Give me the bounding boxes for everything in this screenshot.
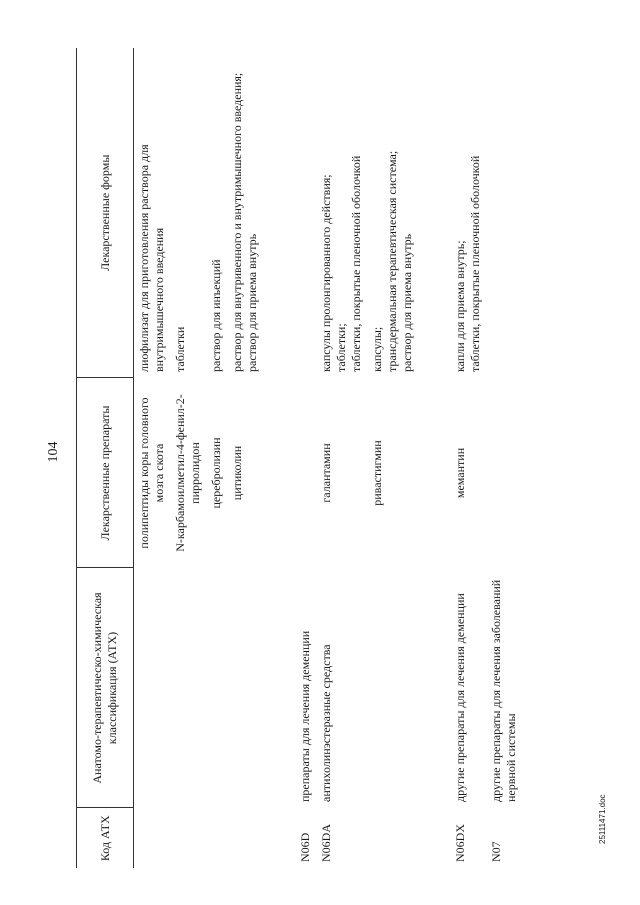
dosage-forms (486, 48, 522, 378)
dosage-form: капсулы; (370, 326, 384, 372)
drug-name: N-карбамоилметил-4-фенил-2-пирролидон (173, 394, 202, 552)
atc-name (134, 568, 171, 808)
dosage-form: раствор для внутривенного и внутримышечного введения; (230, 72, 244, 372)
document-footer: 25111471.doc (598, 794, 607, 844)
table-row (486, 48, 522, 868)
table-row (134, 48, 171, 868)
table-row (206, 48, 227, 868)
drug-name: мемантин (453, 447, 467, 499)
dosage-forms (316, 48, 367, 378)
drug-name: полипептиды коры головного мозга скота (137, 397, 166, 549)
atc-code: N07 (489, 841, 503, 862)
atc-name: препараты для лечения деменции (298, 630, 312, 802)
dosage-form: раствор для приема внутрь (400, 233, 414, 372)
dosage-form: раствор для инъекций (209, 259, 223, 372)
atc-code (170, 808, 206, 868)
table-row (316, 48, 367, 868)
dosage-form: трансдермальная терапевтическая система; (385, 150, 399, 372)
atc-code: N06D (298, 832, 312, 862)
dosage-form: таблетки; (334, 323, 348, 372)
table-row (295, 48, 316, 868)
row-spacer (418, 48, 450, 868)
drug-name: церебролизин (209, 437, 223, 509)
dosage-forms (227, 48, 263, 378)
table-row (450, 48, 486, 868)
table-body (134, 48, 523, 868)
header-atc: Анатомо-терапевтическо-химическая классификация (АТХ) (77, 568, 134, 808)
header-code: Код АТХ (77, 808, 134, 868)
table-header (77, 48, 134, 868)
page-number: 104 (46, 441, 61, 463)
atc-code: N06DX (453, 824, 467, 862)
atc-name: другие препараты для лечения заболеваний нервной системы (489, 579, 518, 802)
dosage-form: лиофилизат для приготовления раствора для внутримышечного введения (137, 144, 166, 372)
row-spacer (263, 48, 295, 868)
atc-name: другие препараты для лечения деменции (453, 593, 467, 802)
atc-code (227, 808, 263, 868)
table-row (227, 48, 263, 868)
atc-code: N06DA (319, 824, 333, 862)
atc-code (134, 808, 171, 868)
drug-name (295, 378, 316, 568)
dosage-forms (367, 48, 418, 378)
atc-code (206, 808, 227, 868)
dosage-form: таблетки (173, 326, 187, 372)
atc-name (367, 568, 418, 808)
drug-name: цитиколин (230, 445, 244, 501)
header-drugs: Лекарственные препараты (77, 378, 134, 568)
drug-name: ривастигмин (370, 440, 384, 506)
header-forms: Лекарственные формы (77, 48, 134, 378)
drug-name (486, 378, 522, 568)
dosage-form: капли для приема внутрь; (453, 240, 467, 372)
drug-name: галантамин (319, 443, 333, 503)
atc-name (227, 568, 263, 808)
table-row (170, 48, 206, 868)
atc-name: антихолинэстеразные средства (319, 644, 333, 802)
dosage-forms (170, 48, 206, 378)
dosage-forms (450, 48, 486, 378)
atc-name (206, 568, 227, 808)
table-row (367, 48, 418, 868)
atc-name (170, 568, 206, 808)
dosage-form: капсулы пролонгированного действия; (319, 174, 333, 372)
drug-table (76, 48, 522, 868)
rotated-page (40, 24, 602, 880)
atc-code (367, 808, 418, 868)
dosage-form: раствор для приема внутрь (245, 233, 259, 372)
dosage-form: таблетки, покрытые пленочной оболочкой (349, 155, 363, 372)
dosage-forms (134, 48, 171, 378)
dosage-forms (206, 48, 227, 378)
dosage-form: таблетки, покрытые пленочной оболочкой (468, 155, 482, 372)
dosage-forms (295, 48, 316, 378)
